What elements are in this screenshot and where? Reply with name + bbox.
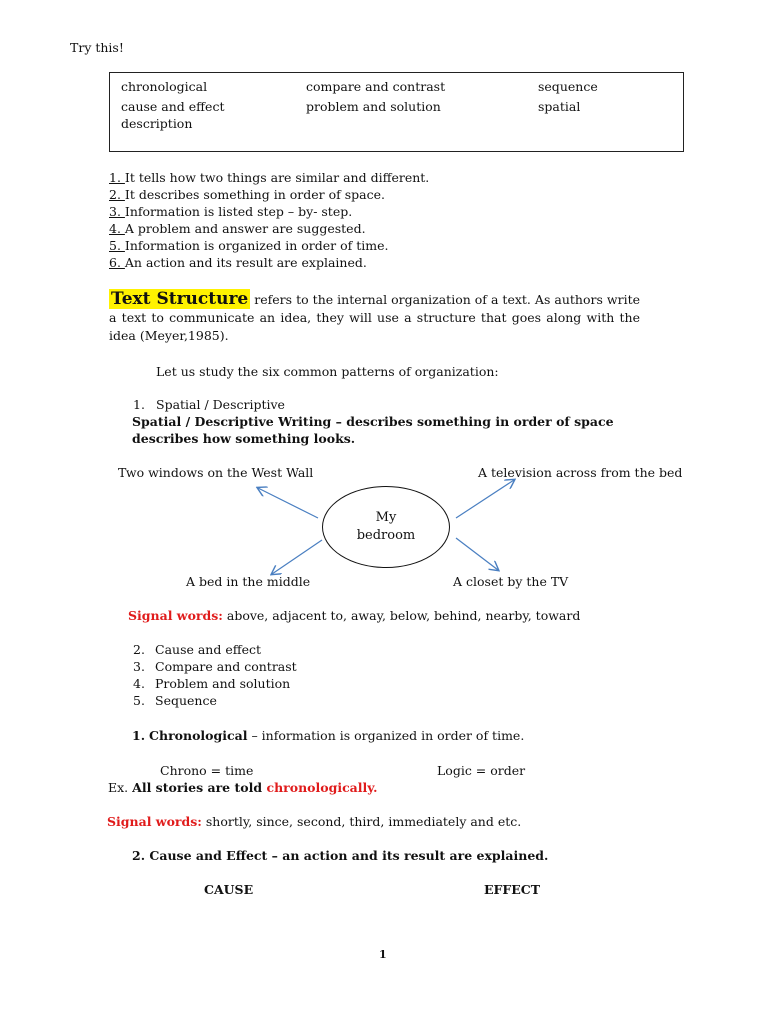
exercise-text: An action and its result are explained. [124, 255, 367, 270]
list-num: 2. [133, 642, 145, 657]
pattern-problem-solution: Problem and solution [155, 676, 291, 691]
answer-blank[interactable]: 6. [109, 255, 125, 270]
option-description: description [121, 116, 193, 131]
exercise-text: A problem and answer are suggested. [124, 221, 366, 236]
arrow-bottom-right [456, 538, 498, 570]
definition-text: refers to the internal organization of a text. As authors write a text to communicate an idea, they will use a structure that goes along with the idea (Meyer,1985). [109, 292, 640, 343]
chronological-heading [132, 727, 524, 745]
signal-words-spatial [128, 607, 580, 625]
signal-label: Signal words: [107, 814, 202, 829]
exercise-text: It tells how two things are similar and different. [124, 170, 430, 185]
exercise-text: It describes something in order of space. [124, 187, 385, 202]
spatial-heading-line1: Spatial / Descriptive Writing – describes something in order of space [132, 414, 614, 429]
cause-effect-text: Cause and Effect – an action and its result are explained. [149, 848, 549, 863]
spatial-heading-line2: describes how something looks. [132, 431, 356, 446]
chronological-example [108, 779, 377, 797]
example-highlight: chronologically. [266, 780, 378, 795]
answer-blank[interactable]: 5. [109, 238, 125, 253]
chronological-text: – information is organized in order of time. [247, 728, 525, 743]
arrow-bottom-left [272, 540, 322, 574]
exercise-item [109, 220, 366, 238]
option-spatial: spatial [538, 99, 581, 114]
answer-blank[interactable]: 1. [109, 170, 125, 185]
signal-text: shortly, since, second, third, immediately and etc. [201, 814, 522, 829]
list-num: 5. [133, 693, 145, 708]
answer-blank[interactable]: 3. [109, 204, 125, 219]
cause-effect-heading [132, 847, 548, 865]
logic-definition: Logic = order [437, 763, 526, 778]
exercise-item [109, 254, 367, 272]
diagram-top-right: A television across from the bed [478, 465, 683, 480]
text-structure-definition [109, 290, 640, 345]
exercise-text: Information is listed step – by- step. [124, 204, 353, 219]
pattern-compare-contrast: Compare and contrast [155, 659, 297, 674]
diagram-center-bubble [322, 486, 450, 568]
exercise-item [109, 169, 429, 187]
option-chronological: chronological [121, 79, 208, 94]
exercise-item [109, 203, 352, 221]
diagram-top-left: Two windows on the West Wall [118, 465, 314, 480]
exercise-text: Information is organized in order of time. [124, 238, 389, 253]
list-num: 2. [132, 848, 146, 863]
spatial-list-item: Spatial / Descriptive [156, 397, 285, 412]
chronological-label: Chronological [149, 728, 248, 743]
pattern-sequence: Sequence [155, 693, 217, 708]
chrono-definition: Chrono = time [160, 763, 254, 778]
text-structure-term: Text Structure [111, 289, 249, 309]
arrow-top-left [258, 488, 318, 518]
list-num: 1. [133, 397, 145, 412]
list-num: 4. [133, 676, 145, 691]
effect-label: EFFECT [484, 882, 541, 897]
signal-text: above, adjacent to, away, below, behind, nearby, toward [222, 608, 581, 623]
arrow-top-right [456, 480, 514, 518]
diagram-bottom-right: A closet by the TV [453, 574, 569, 589]
try-this-label: Try this! [70, 40, 124, 55]
answer-blank[interactable]: 4. [109, 221, 125, 236]
diagram-bottom-left: A bed in the middle [186, 574, 311, 589]
intro-text: Let us study the six common patterns of organization: [156, 364, 499, 379]
option-sequence: sequence [538, 79, 598, 94]
list-num: 3. [133, 659, 145, 674]
diagram-center-line2: bedroom [356, 528, 416, 543]
list-num: 1. [132, 728, 146, 743]
option-problem-solution: problem and solution [306, 99, 441, 114]
diagram-center-line1: My [375, 509, 397, 525]
signal-words-chronological [107, 813, 521, 831]
answer-blank[interactable]: 2. [109, 187, 125, 202]
exercise-item [109, 186, 385, 204]
option-compare-contrast: compare and contrast [306, 79, 446, 94]
cause-label: CAUSE [204, 882, 254, 897]
option-cause-effect: cause and effect [121, 99, 225, 114]
pattern-cause-effect: Cause and effect [155, 642, 262, 657]
example-text: All stories are told [132, 780, 267, 795]
page-number: 1 [379, 948, 387, 961]
signal-label: Signal words: [128, 608, 223, 623]
options-box [109, 72, 684, 152]
exercise-item [109, 237, 389, 255]
example-prefix: Ex. [108, 780, 133, 795]
